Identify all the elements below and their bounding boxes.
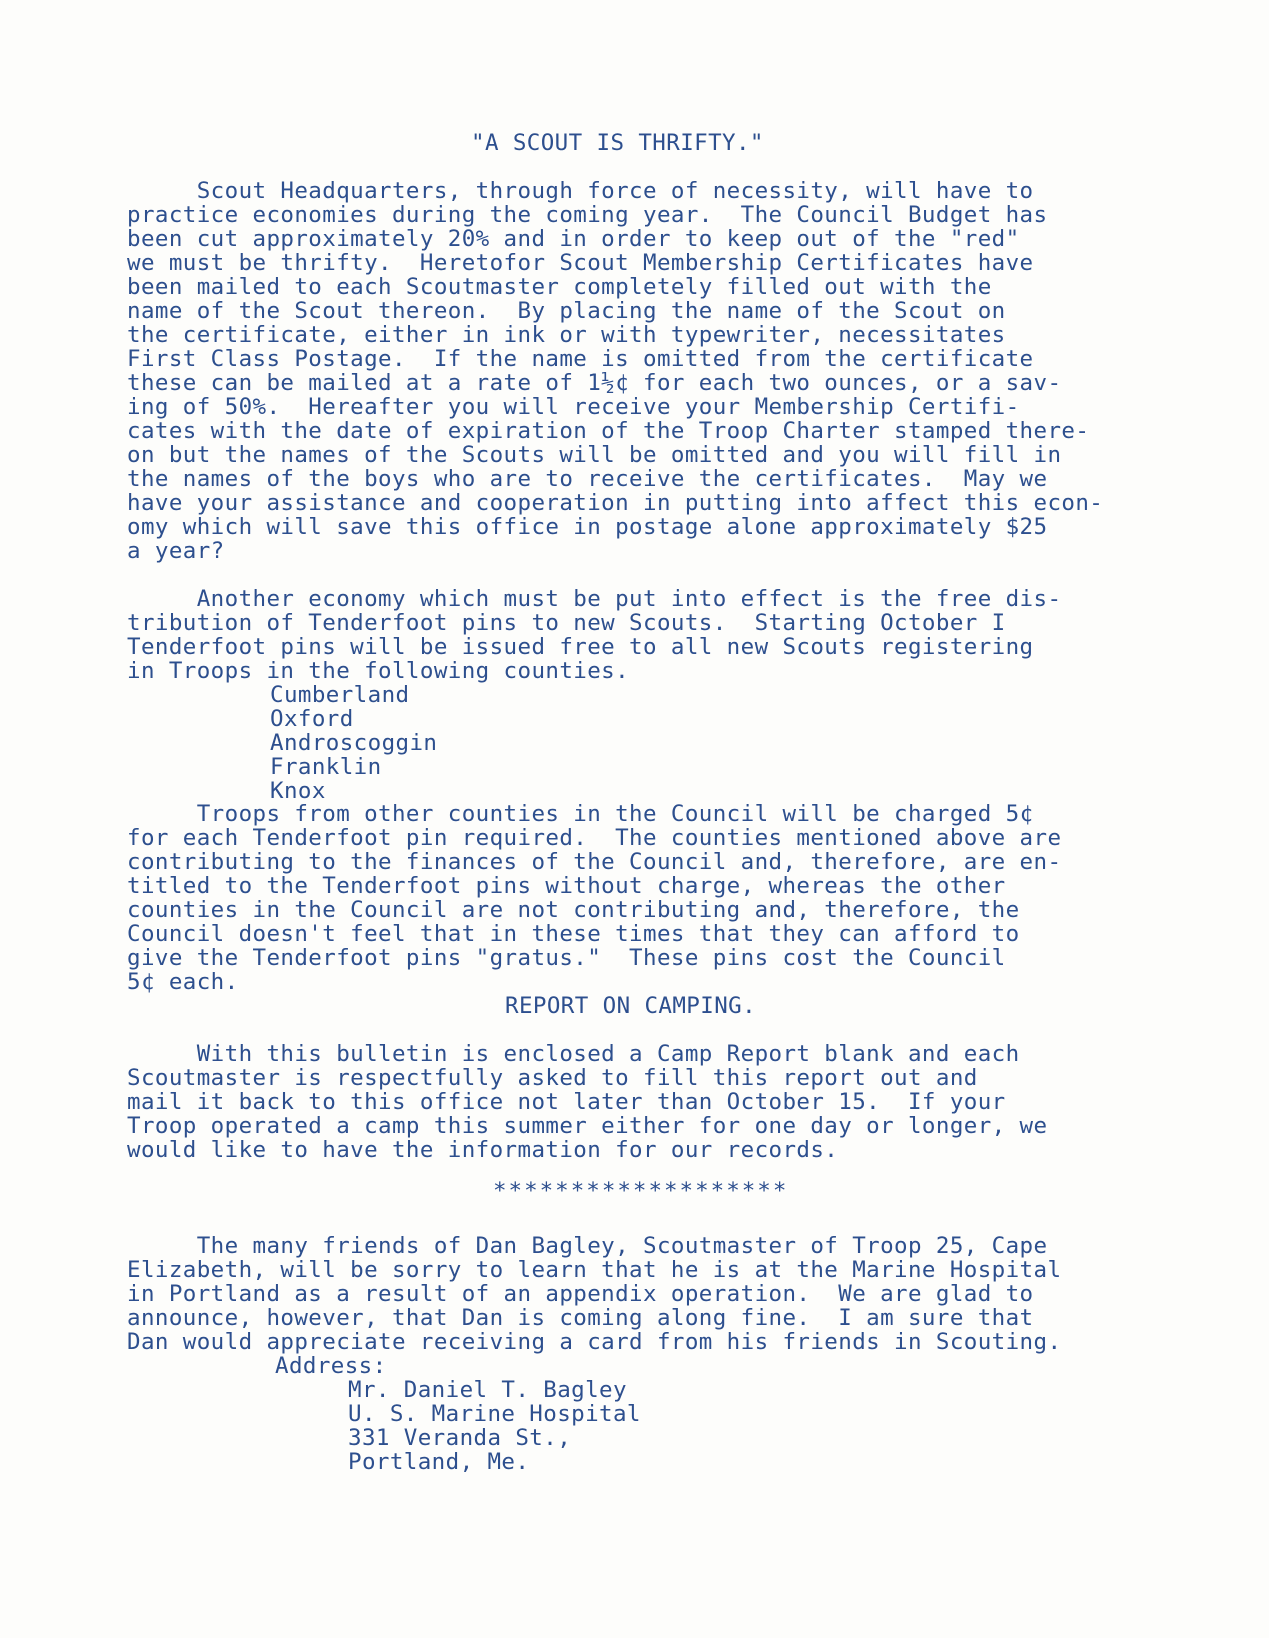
address-line: 331 Veranda St., bbox=[348, 1425, 572, 1451]
text-line: the names of the boys who are to receive the certificates. May we bbox=[127, 466, 1048, 492]
section-heading-camping: REPORT ON CAMPING. bbox=[505, 993, 757, 1019]
text-line: cates with the date of expiration of the Troop Charter stamped there- bbox=[127, 418, 1090, 444]
text-line: Troop operated a camp this summer either for one day or longer, we bbox=[127, 1113, 1048, 1139]
text-line: we must be thrifty. Heretofor Scout Membership Certificates have bbox=[127, 250, 1034, 276]
text-line: Dan would appreciate receiving a card from his friends in Scouting. bbox=[127, 1329, 1062, 1355]
text-line: Scout Headquarters, through force of necessity, will have to bbox=[127, 178, 1034, 204]
text-line: counties in the Council are not contributing and, therefore, the bbox=[127, 897, 1020, 923]
text-line: Tenderfoot pins will be issued free to all new Scouts registering bbox=[127, 634, 1034, 660]
asterisk-separator: ******************* bbox=[493, 1178, 789, 1204]
text-line: Elizabeth, will be sorry to learn that he is at the Marine Hospital bbox=[127, 1257, 1062, 1283]
text-line: Council doesn't feel that in these times that they can afford to bbox=[127, 921, 1020, 947]
list-item: Knox bbox=[270, 778, 326, 804]
text-line: contributing to the finances of the Council and, therefore, are en- bbox=[127, 849, 1062, 875]
text-line: Another economy which must be put into effect is the free dis- bbox=[127, 586, 1062, 612]
document-title: "A SCOUT IS THRIFTY." bbox=[471, 130, 764, 156]
text-line: name of the Scout thereon. By placing the name of the Scout on bbox=[127, 298, 1006, 324]
text-line: in Troops in the following counties. bbox=[127, 658, 630, 684]
list-item: Oxford bbox=[270, 706, 354, 732]
text-line: been cut approximately 20% and in order to keep out of the "red" bbox=[127, 226, 1020, 252]
text-line: Scoutmaster is respectfully asked to fill this report out and bbox=[127, 1065, 978, 1091]
text-line: practice economies during the coming year. The Council Budget has bbox=[127, 202, 1048, 228]
text-line: have your assistance and cooperation in putting into affect this econ- bbox=[127, 490, 1104, 516]
text-line: mail it back to this office not later than October 15. If your bbox=[127, 1089, 1006, 1115]
text-line: announce, however, that Dan is coming along fine. I am sure that bbox=[127, 1305, 1034, 1331]
list-item: Franklin bbox=[270, 754, 382, 780]
address-line: Portland, Me. bbox=[348, 1449, 530, 1475]
text-line: The many friends of Dan Bagley, Scoutmaster of Troop 25, Cape bbox=[127, 1233, 1048, 1259]
text-line: would like to have the information for our records. bbox=[127, 1137, 839, 1163]
text-line: for each Tenderfoot pin required. The counties mentioned above are bbox=[127, 825, 1062, 851]
text-line: on but the names of the Scouts will be omitted and you will fill in bbox=[127, 442, 1062, 468]
text-line: been mailed to each Scoutmaster completely filled out with the bbox=[127, 274, 992, 300]
address-line: U. S. Marine Hospital bbox=[348, 1401, 641, 1427]
address-line: Mr. Daniel T. Bagley bbox=[348, 1377, 627, 1403]
text-line: 5¢ each. bbox=[127, 969, 239, 995]
text-line: With this bulletin is enclosed a Camp Report blank and each bbox=[127, 1041, 1020, 1067]
text-line: these can be mailed at a rate of 1½¢ for each two ounces, or a sav- bbox=[127, 370, 1062, 396]
text-line: give the Tenderfoot pins "gratus." These pins cost the Council bbox=[127, 945, 1006, 971]
text-line: titled to the Tenderfoot pins without charge, whereas the other bbox=[127, 873, 1006, 899]
address-label: Address: bbox=[275, 1353, 387, 1379]
text-line: First Class Postage. If the name is omitted from the certificate bbox=[127, 346, 1034, 372]
text-line: omy which will save this office in postage alone approximately $25 bbox=[127, 514, 1048, 540]
text-line: in Portland as a result of an appendix operation. We are glad to bbox=[127, 1281, 1034, 1307]
text-line: a year? bbox=[127, 538, 225, 564]
list-item: Cumberland bbox=[270, 682, 410, 708]
text-line: tribution of Tenderfoot pins to new Scouts. Starting October I bbox=[127, 610, 1006, 636]
text-line: ing of 50%. Hereafter you will receive your Membership Certifi- bbox=[127, 394, 1020, 420]
text-line: the certificate, either in ink or with typewriter, necessitates bbox=[127, 322, 1006, 348]
text-line: Troops from other counties in the Council will be charged 5¢ bbox=[127, 801, 1034, 827]
list-item: Androscoggin bbox=[270, 730, 438, 756]
